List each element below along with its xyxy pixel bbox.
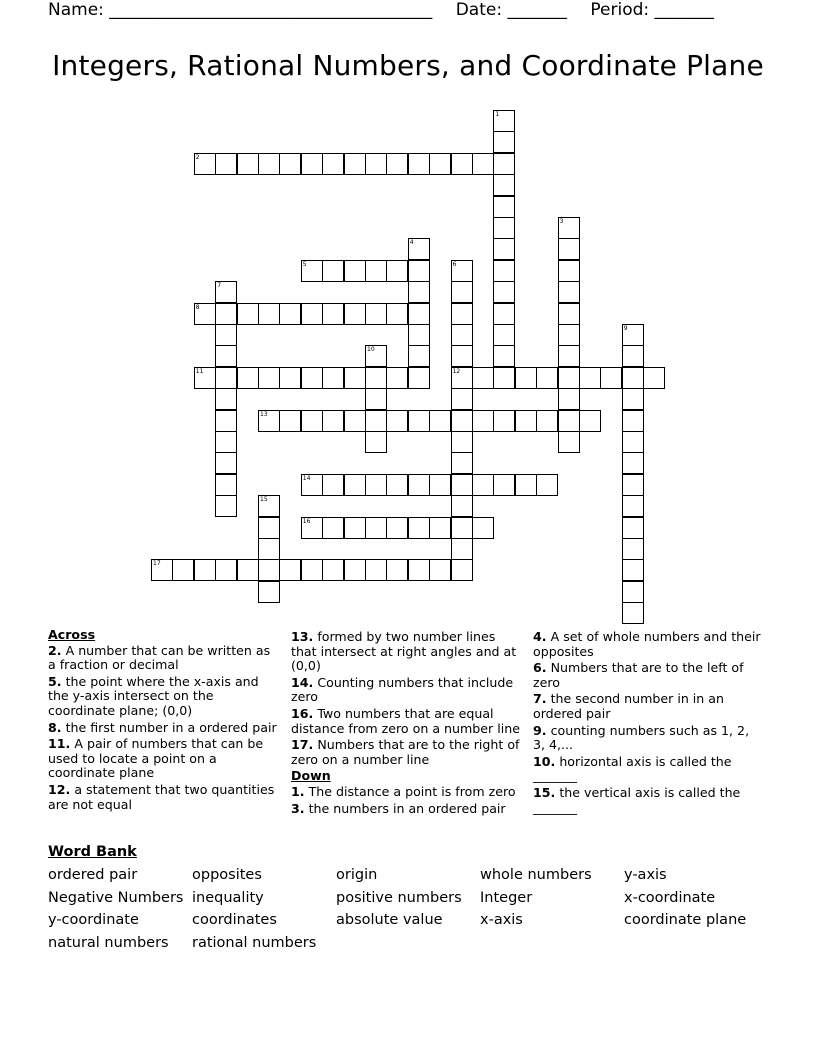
crossword-cell[interactable] [279, 153, 301, 175]
clue-column-3 [533, 630, 763, 817]
clue-across-5: 5. the point where the x-axis and the y-axis intersect on the coordinate plane; (0,0) [48, 673, 259, 718]
crossword-cell[interactable] [301, 260, 323, 282]
clue-across-16: 16. Two numbers that are equal distance from zero on a number line [291, 705, 520, 736]
crossword-cell[interactable] [215, 410, 237, 432]
crossword-cell[interactable] [344, 153, 366, 175]
crossword-cell[interactable] [237, 559, 259, 581]
word-bank-item: positive numbers [336, 889, 462, 906]
clue-across-2: 2. A number that can be written as a fraction or decimal [48, 642, 271, 673]
clue-column-1 [48, 628, 278, 814]
crossword-cell[interactable] [215, 303, 237, 325]
clue-number: 6 [452, 260, 457, 268]
crossword-cell[interactable] [472, 474, 494, 496]
crossword-cell[interactable] [408, 281, 430, 303]
crossword-cell[interactable] [408, 324, 430, 346]
crossword-cell[interactable] [258, 581, 280, 603]
crossword-cell[interactable] [429, 410, 451, 432]
crossword-cell[interactable] [558, 281, 580, 303]
crossword-cell[interactable] [344, 260, 366, 282]
crossword-cell[interactable] [579, 367, 601, 389]
crossword-cell[interactable] [301, 474, 323, 496]
crossword-cell[interactable] [258, 153, 280, 175]
crossword-cell[interactable] [558, 410, 580, 432]
crossword-cell[interactable] [643, 367, 665, 389]
crossword-cell[interactable] [215, 281, 237, 303]
crossword-cell[interactable] [579, 410, 601, 432]
crossword-cell[interactable] [194, 303, 216, 325]
crossword-cell[interactable] [301, 153, 323, 175]
crossword-cell[interactable] [536, 410, 558, 432]
crossword-cell[interactable] [215, 474, 237, 496]
crossword-cell[interactable] [558, 388, 580, 410]
clue-across-14: 14. Counting numbers that include zero [291, 674, 514, 705]
crossword-cell[interactable] [386, 410, 408, 432]
crossword-cell[interactable] [515, 410, 537, 432]
crossword-cell[interactable] [258, 367, 280, 389]
crossword-cell[interactable] [536, 367, 558, 389]
crossword-cell[interactable] [344, 303, 366, 325]
crossword-cell[interactable] [622, 388, 644, 410]
word-bank [48, 866, 788, 952]
word-bank-item: Negative Numbers [48, 889, 184, 906]
crossword-cell[interactable] [258, 538, 280, 560]
crossword-cell[interactable] [365, 260, 387, 282]
crossword-cell[interactable] [515, 367, 537, 389]
crossword-cell[interactable] [215, 153, 237, 175]
crossword-cell[interactable] [301, 410, 323, 432]
crossword-cell[interactable] [258, 495, 280, 517]
crossword-cell[interactable] [622, 559, 644, 581]
crossword-cell[interactable] [408, 410, 430, 432]
period-field[interactable]: Period: _______ [590, 0, 715, 20]
crossword-cell[interactable] [451, 345, 473, 367]
crossword-cell[interactable] [558, 238, 580, 260]
crossword-cell[interactable] [365, 303, 387, 325]
down-heading: Down [291, 768, 331, 784]
crossword-cell[interactable] [237, 153, 259, 175]
crossword-cell[interactable] [344, 474, 366, 496]
crossword-cell[interactable] [408, 153, 430, 175]
crossword-cell[interactable] [215, 431, 237, 453]
crossword-cell[interactable] [194, 367, 216, 389]
crossword-cell[interactable] [493, 367, 515, 389]
word-bank-item: opposites [192, 867, 262, 883]
word-bank-item: origin [336, 867, 378, 883]
word-bank-item: y-axis [624, 867, 667, 883]
crossword-cell[interactable] [279, 303, 301, 325]
crossword-cell[interactable] [622, 495, 644, 517]
crossword-cell[interactable] [365, 559, 387, 581]
crossword-cell[interactable] [386, 474, 408, 496]
crossword-cell[interactable] [493, 260, 515, 282]
crossword-cell[interactable] [493, 217, 515, 239]
word-bank-item: inequality [192, 889, 264, 906]
crossword-cell[interactable] [258, 517, 280, 539]
crossword-cell[interactable] [451, 452, 473, 474]
crossword-cell[interactable] [408, 474, 430, 496]
crossword-cell[interactable] [622, 431, 644, 453]
crossword-cell[interactable] [429, 559, 451, 581]
crossword-cell[interactable] [237, 303, 259, 325]
clue-column-2 [291, 630, 521, 818]
crossword-cell[interactable] [386, 367, 408, 389]
crossword-cell[interactable] [215, 388, 237, 410]
crossword-cell[interactable] [451, 559, 473, 581]
crossword-cell[interactable] [472, 410, 494, 432]
crossword-cell[interactable] [451, 260, 473, 282]
crossword-cell[interactable] [258, 303, 280, 325]
date-field[interactable]: Date: _______ [455, 0, 567, 20]
crossword-cell[interactable] [451, 474, 473, 496]
crossword-cell[interactable] [322, 559, 344, 581]
crossword-cell[interactable] [408, 559, 430, 581]
crossword-cell[interactable] [322, 260, 344, 282]
across-heading: Across [48, 627, 96, 642]
crossword-cell[interactable] [493, 345, 515, 367]
crossword-cell[interactable] [322, 474, 344, 496]
crossword-cell[interactable] [344, 559, 366, 581]
clue-number: 8 [195, 303, 200, 311]
crossword-cell[interactable] [558, 367, 580, 389]
crossword-cell[interactable] [451, 324, 473, 346]
crossword-cell[interactable] [215, 367, 237, 389]
crossword-cell[interactable] [451, 303, 473, 325]
clue-across-11: 11. A pair of numbers that can be used to locate a point on a coordinate plane [48, 736, 264, 781]
crossword-cell[interactable] [515, 474, 537, 496]
crossword-cell[interactable] [472, 367, 494, 389]
crossword-cell[interactable] [365, 410, 387, 432]
crossword-cell[interactable] [558, 217, 580, 239]
crossword-cell[interactable] [365, 474, 387, 496]
crossword-cell[interactable] [622, 410, 644, 432]
clue-down-10: 10. horizontal axis is called the _______ [533, 753, 732, 784]
crossword-cell[interactable] [600, 367, 622, 389]
crossword-cell[interactable] [365, 345, 387, 367]
crossword-cell[interactable] [301, 559, 323, 581]
clue-across-17: 17. Numbers that are to the right of zero on a number line [291, 737, 520, 767]
crossword-cell[interactable] [365, 388, 387, 410]
crossword-cell[interactable] [451, 538, 473, 560]
clue-number: 9 [623, 325, 628, 332]
clue-down-7: 7. the second number in in an ordered pair [533, 691, 724, 721]
clue-number: 12 [452, 367, 461, 375]
word-bank-item: coordinates [192, 912, 277, 928]
crossword-cell[interactable] [451, 517, 473, 539]
crossword-cell[interactable] [429, 517, 451, 539]
crossword-cell[interactable] [451, 410, 473, 432]
word-bank-item: ordered pair [48, 867, 138, 883]
clue-across-13: 13. formed by two number lines that intersect at right angles and at (0,0) [291, 629, 517, 674]
word-bank-item: rational numbers [192, 934, 317, 951]
crossword-cell[interactable] [493, 131, 515, 153]
crossword-cell[interactable] [408, 238, 430, 260]
crossword-cell[interactable] [344, 517, 366, 539]
crossword-cell[interactable] [386, 260, 408, 282]
crossword-cell[interactable] [493, 474, 515, 496]
clue-number: 13 [260, 410, 268, 418]
crossword-cell[interactable] [301, 303, 323, 325]
clue-down-4: 4. A set of whole numbers and their opposites [533, 629, 761, 659]
clue-number: 14 [302, 474, 311, 482]
page-title: Integers, Rational Numbers, and Coordinate Plane [52, 49, 764, 82]
crossword-cell[interactable] [194, 153, 216, 175]
crossword-cell[interactable] [493, 281, 515, 303]
name-field[interactable]: Name: ______________________________________ [48, 0, 433, 20]
word-bank-item: x-coordinate [624, 889, 716, 906]
crossword-cell[interactable] [451, 153, 473, 175]
crossword-cell[interactable] [622, 452, 644, 474]
crossword-cell[interactable] [279, 367, 301, 389]
crossword-cell[interactable] [386, 303, 408, 325]
crossword-cell[interactable] [429, 153, 451, 175]
clue-down-1: 1. The distance a point is from zero [291, 783, 516, 799]
crossword-cell[interactable] [365, 517, 387, 539]
crossword-cell[interactable] [493, 196, 515, 218]
crossword-cell[interactable] [622, 602, 644, 624]
clue-number: 15 [260, 496, 268, 504]
crossword-cell[interactable] [472, 153, 494, 175]
crossword-cell[interactable] [215, 324, 237, 346]
crossword-cell[interactable] [493, 174, 515, 196]
crossword-cell[interactable] [365, 431, 387, 453]
crossword-cell[interactable] [493, 324, 515, 346]
crossword-cell[interactable] [558, 260, 580, 282]
crossword-cell[interactable] [493, 153, 515, 175]
crossword-cell[interactable] [151, 559, 173, 581]
clue-number: 5 [302, 260, 307, 268]
crossword-cell[interactable] [172, 559, 194, 581]
crossword-cell[interactable] [622, 517, 644, 539]
crossword-cell[interactable] [344, 410, 366, 432]
crossword-cell[interactable] [322, 517, 344, 539]
crossword-cell[interactable] [451, 281, 473, 303]
word-bank-item: x-axis [480, 912, 523, 928]
word-bank-item: whole numbers [480, 867, 592, 883]
crossword-cell[interactable] [408, 345, 430, 367]
clue-number: 11 [195, 367, 204, 375]
clue-down-6: 6. Numbers that are to the left of zero [533, 660, 744, 690]
crossword-cell[interactable] [365, 367, 387, 389]
crossword-cell[interactable] [429, 474, 451, 496]
crossword-cell[interactable] [322, 367, 344, 389]
clue-across-12: 12. a statement that two quantities are not equal [48, 781, 275, 812]
crossword-cell[interactable] [472, 517, 494, 539]
crossword-cell[interactable] [558, 324, 580, 346]
crossword-cell[interactable] [451, 388, 473, 410]
clue-number: 3 [559, 218, 564, 225]
crossword-cell[interactable] [622, 345, 644, 367]
crossword-cell[interactable] [258, 559, 280, 581]
crossword-cell[interactable] [408, 260, 430, 282]
clue-across-8: 8. the first number in a ordered pair [48, 719, 277, 735]
clue-down-15: 15. the vertical axis is called the _______ [533, 784, 741, 815]
crossword-cell[interactable] [322, 410, 344, 432]
crossword-cell[interactable] [536, 474, 558, 496]
crossword-cell[interactable] [194, 559, 216, 581]
clue-number: 10 [367, 346, 375, 354]
word-bank-title: Word Bank [48, 844, 137, 860]
crossword-cell[interactable] [622, 367, 644, 389]
crossword-cell[interactable] [493, 410, 515, 432]
crossword-cell[interactable] [301, 517, 323, 539]
crossword-cell[interactable] [279, 410, 301, 432]
crossword-cell[interactable] [386, 153, 408, 175]
crossword-cell[interactable] [558, 345, 580, 367]
clue-number: 2 [195, 153, 200, 161]
crossword-cell[interactable] [237, 367, 259, 389]
clue-number: 17 [153, 560, 161, 568]
crossword-cell[interactable] [322, 303, 344, 325]
crossword-cell[interactable] [365, 153, 387, 175]
word-bank-item: y-coordinate [48, 912, 139, 928]
crossword-cell[interactable] [558, 431, 580, 453]
clue-down-3: 3. the numbers in an ordered pair [291, 800, 506, 816]
clue-number: 4 [409, 239, 414, 247]
crossword-cell[interactable] [215, 559, 237, 581]
crossword-cell[interactable] [493, 238, 515, 260]
crossword-cell[interactable] [258, 410, 280, 432]
crossword-cell[interactable] [279, 559, 301, 581]
crossword-cell[interactable] [451, 367, 473, 389]
crossword-cell[interactable] [451, 495, 473, 517]
crossword-cell[interactable] [344, 367, 366, 389]
crossword-cell[interactable] [322, 153, 344, 175]
crossword-cell[interactable] [215, 452, 237, 474]
word-bank-item: coordinate plane [624, 912, 747, 928]
clue-number: 1 [495, 111, 500, 118]
crossword-cell[interactable] [215, 495, 237, 517]
crossword-cell[interactable] [493, 110, 515, 132]
crossword-cell[interactable] [215, 345, 237, 367]
word-bank-item: natural numbers [48, 934, 169, 951]
crossword-cell[interactable] [493, 303, 515, 325]
crossword-cell[interactable] [408, 517, 430, 539]
crossword-cell[interactable] [408, 303, 430, 325]
crossword-cell[interactable] [386, 559, 408, 581]
crossword-cell[interactable] [301, 367, 323, 389]
clue-number: 16 [302, 517, 311, 525]
crossword-cell[interactable] [622, 538, 644, 560]
clue-down-9: 9. counting numbers such as 1, 2, 3, 4,... [533, 722, 750, 753]
crossword-cell[interactable] [408, 367, 430, 389]
word-bank-item: Integer [480, 889, 533, 906]
crossword-cell[interactable] [386, 517, 408, 539]
crossword-cell[interactable] [622, 324, 644, 346]
word-bank-item: absolute value [336, 912, 443, 928]
clue-number: 7 [217, 282, 222, 290]
crossword-cell[interactable] [622, 581, 644, 603]
crossword-cell[interactable] [622, 474, 644, 496]
crossword-cell[interactable] [451, 431, 473, 453]
crossword-cell[interactable] [558, 303, 580, 325]
